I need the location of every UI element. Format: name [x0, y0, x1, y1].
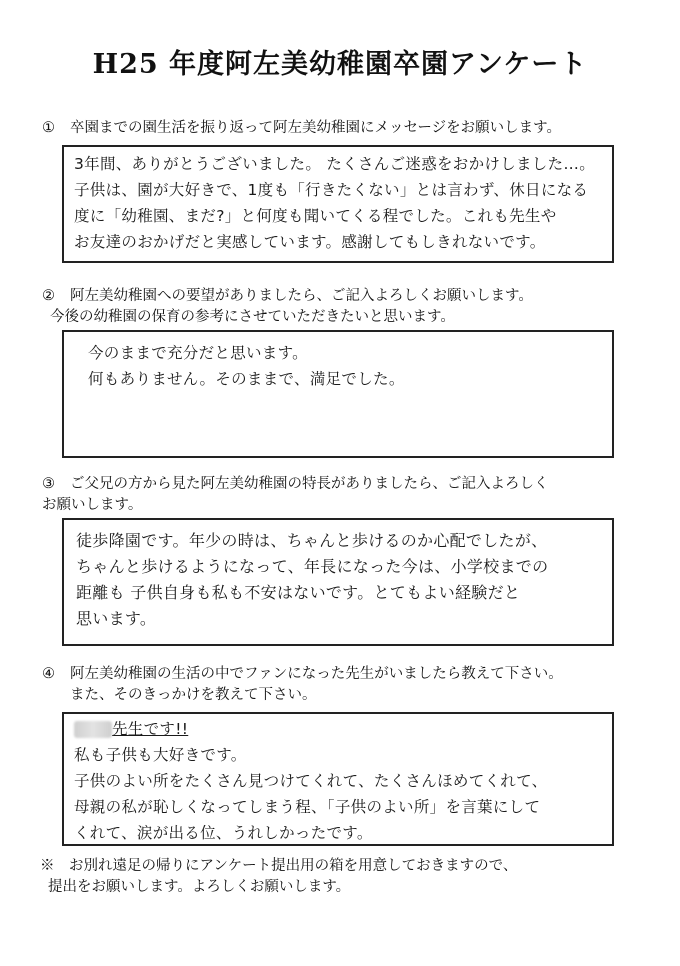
answer-line: お友達のおかげだと実感しています。感謝してもしきれないです。: [74, 233, 546, 251]
answer-line: 子供のよい所をたくさん見つけてくれて、たくさんほめてくれて、: [74, 772, 548, 790]
answer-line: 今のままで充分だと思います。: [88, 344, 308, 362]
question-number: ③: [42, 476, 55, 492]
answer-line: 先生です!!: [112, 720, 189, 738]
note-text: お別れ遠足の帰りにアンケート提出用の箱を用意しておきますので、: [69, 858, 518, 874]
footer-note: [40, 856, 517, 898]
redacted-name: [74, 721, 112, 738]
answer-line: 距離も 子供自身も私も不安はないです。とてもよい経験だと: [76, 583, 521, 602]
page-title: H25 年度阿左美幼稚園卒園アンケート: [92, 49, 588, 80]
answer-line: 度に「幼稚園、まだ?」と何度も聞いてくる程でした。これも先生や: [74, 207, 557, 225]
answer-line: くれて、涙が出る位、うれしかったです。: [74, 824, 373, 842]
answer-line: 思います。: [76, 609, 157, 628]
note-text: 提出をお願いします。よろしくお願いします。: [48, 879, 351, 895]
question-2: [42, 286, 533, 328]
answer-line: 私も子供も大好きです。: [74, 746, 247, 764]
answer-box-4: [62, 712, 614, 846]
answer-line: 徒歩降園です。年少の時は、ちゃんと歩けるのか心配でしたが、: [76, 531, 548, 550]
question-text: 今後の幼稚園の保育の参考にさせていただきたいと思います。: [50, 309, 455, 325]
question-text: 阿左美幼稚園の生活の中でファンになった先生がいましたら教えて下さい。: [70, 666, 563, 682]
answer-box-2: [62, 330, 614, 458]
note-mark: ※: [40, 858, 55, 874]
question-number: ④: [42, 666, 55, 682]
answer-box-3: [62, 518, 614, 646]
answer-line: ちゃんと歩けるようになって、年長になった今は、小学校までの: [76, 557, 549, 576]
question-text: お願いします。: [42, 497, 143, 513]
answer-line: 母親の私が恥しくなってしまう程、「子供のよい所」を言葉にして: [74, 798, 541, 816]
answer-line: 子供は、園が大好きで、1度も「行きたくない」とは言わず、休日になる: [74, 181, 589, 199]
question-text: 卒園までの園生活を振り返って阿左美幼稚園にメッセージをお願いします。: [70, 120, 561, 136]
question-text: 阿左美幼稚園への要望がありましたら、ご記入よろしくお願いします。: [70, 288, 533, 304]
question-number: ②: [42, 288, 55, 304]
question-1: [42, 118, 561, 139]
question-4: [42, 664, 563, 706]
answer-box-1: [62, 145, 614, 263]
question-text: また、そのきっかけを教えて下さい。: [70, 687, 317, 703]
question-3: [42, 474, 549, 516]
answer-line: 3年間、ありがとうございました。 たくさんご迷惑をおかけしました…。: [74, 155, 595, 173]
question-number: ①: [42, 120, 55, 136]
answer-line: 何もありません。そのままで、満足でした。: [88, 370, 405, 388]
question-text: ご父兄の方から見た阿左美幼稚園の特長がありましたら、ご記入よろしく: [70, 476, 549, 492]
